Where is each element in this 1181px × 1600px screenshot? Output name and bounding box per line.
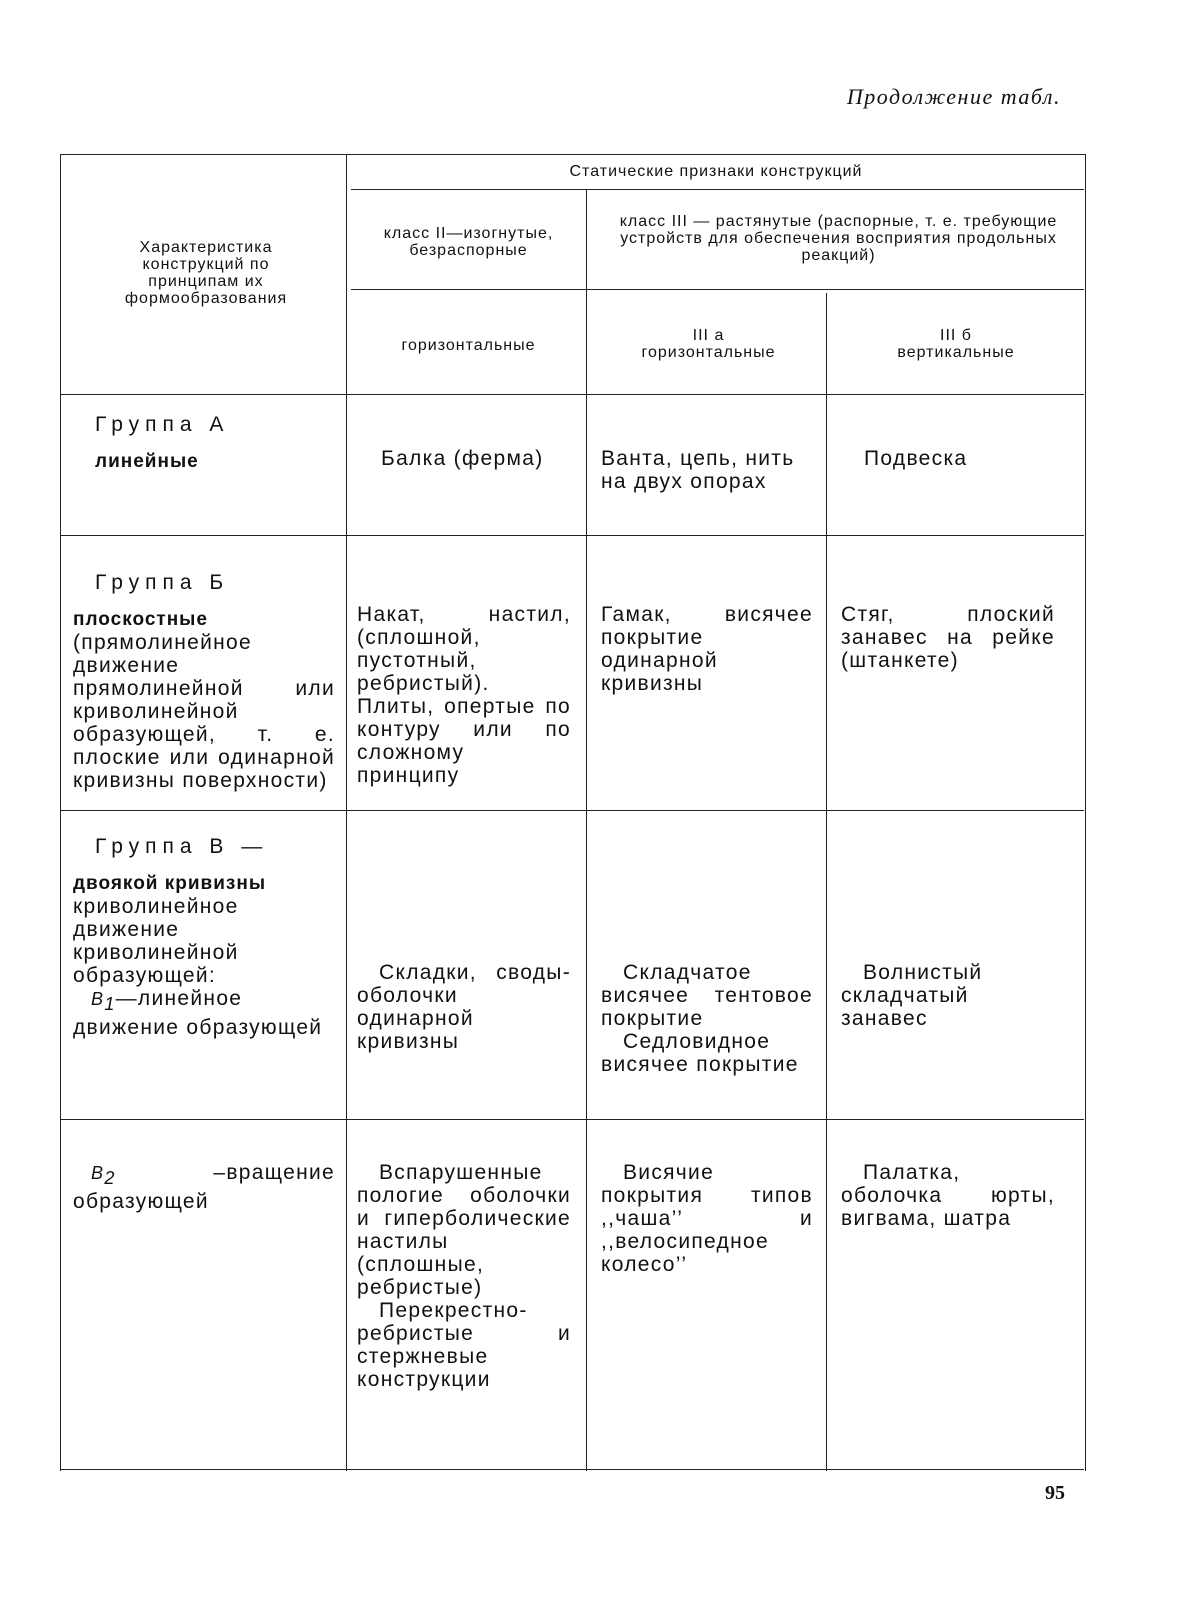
- subgroup-v2-letter: В: [91, 1163, 105, 1183]
- row-divider-v1: [61, 1119, 1084, 1120]
- page-number: 95: [1045, 1482, 1065, 1504]
- row-v-class2: Складки, своды-оболочки одинарной кривизны: [357, 961, 571, 1053]
- header-class-3a-label: горизонтальные: [641, 344, 776, 361]
- col-divider-2: [586, 189, 587, 1471]
- header-class-3a: [596, 327, 821, 361]
- col-divider-3: [826, 293, 827, 1471]
- row-divider-static: [351, 189, 1084, 190]
- row-v2-class3b: Палатка, оболочка юрты, вигвама, шатра: [841, 1161, 1055, 1230]
- row-v2-class2-item2: Перекрестно-ребристые и стержневые конструкции: [357, 1299, 571, 1391]
- row-a-class2: Балка (ферма): [381, 447, 544, 470]
- row-divider-class: [351, 289, 1084, 290]
- group-b-title: Группа Б: [95, 571, 230, 594]
- classification-table: [60, 154, 1086, 1471]
- row-v-characteristic: [73, 835, 335, 1039]
- row-v2-class3a: Висячие покрытия типов ,,чаша’’ и ,,велосипедное колесо’’: [601, 1161, 813, 1276]
- subgroup-v1-index: 1: [104, 994, 116, 1015]
- row-v-class3a: [601, 961, 813, 1076]
- group-v-description: криволинейное движение криволинейной образующей:: [73, 895, 239, 987]
- group-v-kind: двоякой кривизны: [73, 873, 267, 894]
- row-a-characteristic: [73, 413, 335, 473]
- header-horizontal: горизонтальные: [401, 337, 536, 354]
- header-class-3a-number: III а: [692, 327, 725, 344]
- header-characteristic: Характеристика конструкций по принципам их формообразования: [124, 239, 288, 307]
- group-a-kind: линейные: [95, 451, 199, 472]
- header-class-3b-number: III б: [940, 327, 972, 344]
- group-b-description: (прямолинейное движение прямолинейной или криволинейной образующей, т. е. плоские или одинарной кривизны поверхности): [73, 631, 335, 792]
- row-b-class3b: Стяг, плоский занавес на рейке (штанкете): [841, 603, 1055, 672]
- row-a-class3a: Ванта, цепь, нить на двух опорах: [601, 447, 795, 493]
- row-a-class3b: Подвеска: [864, 447, 968, 470]
- subgroup-v2-index: 2: [104, 1168, 116, 1189]
- row-divider-bottom: [61, 1469, 1084, 1470]
- row-divider-header: [61, 394, 1084, 395]
- row-divider-b: [61, 810, 1084, 811]
- row-v2-class2-item1: Вспарушенные пологие оболочки и гиперболические настилы (сплошные, ребристые): [357, 1161, 571, 1299]
- continued-caption: Продолжение табл.: [846, 84, 1061, 109]
- header-class-3b-label: вертикальные: [897, 344, 1015, 361]
- row-v-class3b: Волнистый складчатый занавес: [841, 961, 983, 1030]
- group-b-kind: плоскостные: [73, 609, 208, 630]
- row-v-class3a-item1: Складчатое висячее тентовое покрытие: [601, 961, 813, 1030]
- row-b-characteristic: [73, 571, 335, 792]
- group-a-title: Группа А: [95, 413, 230, 436]
- header-class-2: класс II—изогнутые, безраспорные: [383, 225, 554, 259]
- row-divider-a: [61, 535, 1084, 536]
- subgroup-v1-letter: В: [91, 989, 105, 1009]
- header-class-3b: [836, 327, 1076, 361]
- row-v2-class2: [357, 1161, 571, 1391]
- group-v1-subgroup: [73, 987, 335, 1039]
- subgroup-v1-text: —линейное движение образующей: [73, 987, 323, 1040]
- row-b-class3a: Гамак, висячее покрытие одинарной кривизны: [601, 603, 813, 695]
- col-divider-1: [346, 155, 347, 1471]
- row-v-class3a-item2: Седловидное висячее покрытие: [601, 1030, 799, 1076]
- header-static-features: Статические признаки конструкций: [569, 163, 863, 180]
- group-v-title: Группа В —: [95, 835, 269, 858]
- row-b-class2: Накат, настил, (сплошной, пустотный, ребристый). Плиты, опертые по контуру или по сложному принципу: [357, 603, 571, 787]
- subgroup-v2-text: –вращение образующей: [73, 1161, 335, 1214]
- row-v2-characteristic: [73, 1161, 335, 1213]
- header-class-3: класс III — растянутые (распорные, т. е. требующие устройств для обеспечения восприятия продольных реакций): [619, 213, 1058, 264]
